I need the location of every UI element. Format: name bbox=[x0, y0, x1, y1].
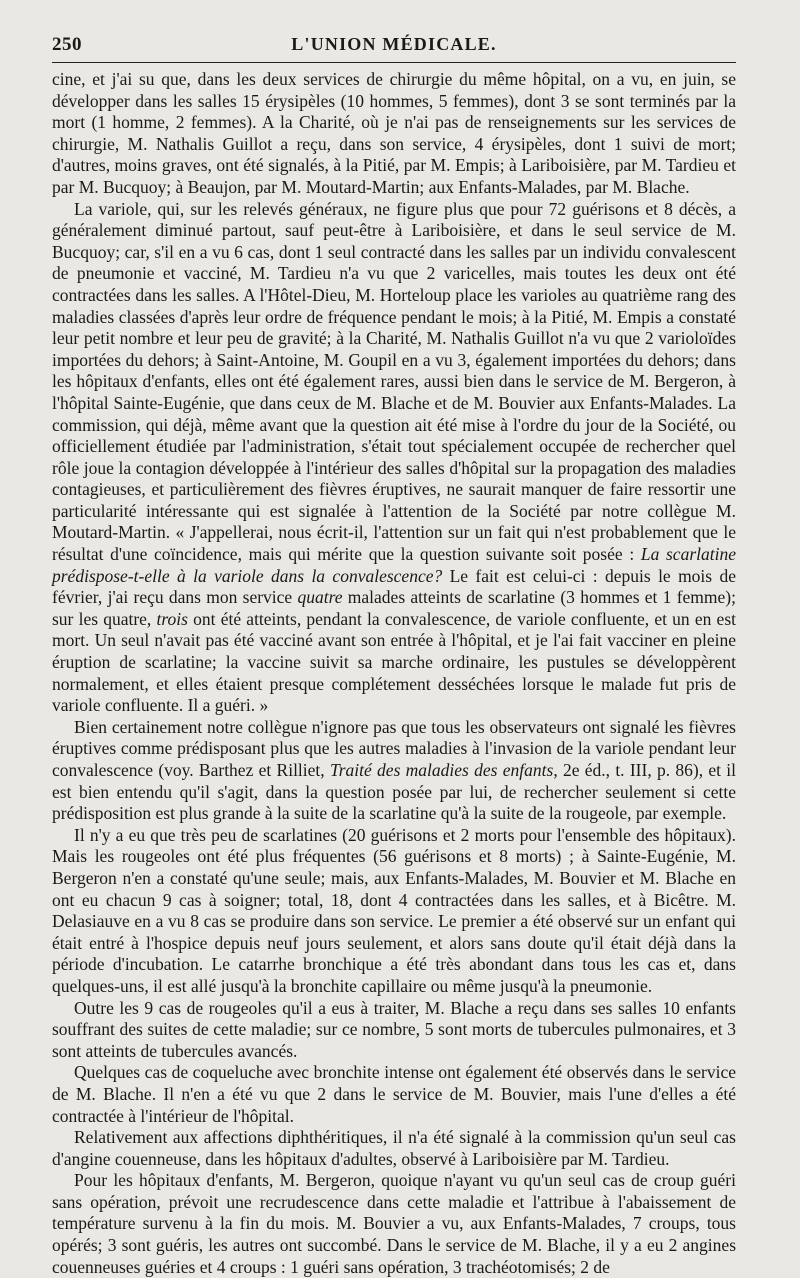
text-run: Il n'y a eu que très peu de scarlatines (20 guérisons et 2 morts pour l'ensemble des hôpitaux). Mais les rougeoles ont été plus fréquentes (56 guérisons et 8 morts) ; à Sainte-Eugénie, M. Bergeron n'en a constaté qu'une seule; mais, aux Enfants-Malades, M. Bouvier et M. Blache en ont eu chacun 9 cas à soigner; total, 18, dont 4 contractées dans les salles, et à Bicêtre. M. Delasiauve en a vu 8 cas se produire dans son service. Le premier a été observé sur un enfant qui était entré à l'hospice depuis neuf jours seulement, et alors sans doute qu'il était déjà dans la période d'incubation. Le catarrhe bronchique a été très abondant dans tous les cas et, dans quelques-uns, il est allé jusqu'à la bronchite capillaire ou même jusqu'à la pneumonie. bbox=[52, 824, 736, 996]
paragraph bbox=[52, 825, 736, 998]
text-run: Relativement aux affections diphthéritiques, il n'a été signalé à la commission qu'un seul cas d'angine couenneuse, dans les hôpitaux d'adultes, observé à Lariboisière par M. Tardieu. bbox=[52, 1127, 736, 1169]
running-title: L'UNION MÉDICALE. bbox=[291, 34, 497, 54]
text-run: Outre les 9 cas de rougeoles qu'il a eus à traiter, M. Blache a reçu dans ses salles 10 enfants souffrant des suites de cette maladie; sur ce nombre, 5 sont morts de tubercules pulmonaires, et 3 sont atteints de tubercules avancés. bbox=[52, 997, 736, 1061]
text-run: La variole, qui, sur les relevés généraux, ne figure plus que pour 72 guérisons et 8 décès, a généralement diminué partout, sauf peut-être à Lariboisière, et dans le seul service de M. Bucquoy; car, s'il en a vu 6 cas, dont 1 seul contracté dans les salles par un individu convalescent de pneumonie et vacciné, M. Tardieu n'a vu que 2 varicelles, mais toutes les deux ont été contractées dans les salles. A l'Hôtel-Dieu, M. Horteloup place les varioles au quatrième rang des maladies classées d'après leur ordre de fréquence pendant le mois; à la Pitié, M. Empis a constaté leur petit nombre et leur peu de gravité; à la Charité, M. Nathalis Guillot n'a vu que 2 varioloïdes importées du dehors; à Saint-Antoine, M. Goupil en a vu 3, également importées du dehors; dans les hôpitaux d'enfants, elles ont été également rares, aussi bien dans le service de M. Bergeron, à l'hôpital Sainte-Eugénie, que dans ceux de M. Blache et de M. Bouvier aux Enfants-Malades. La commission, qui déjà, même avant que la question ait été mise à l'ordre du jour de la Société, ou officiellement étudiée par l'administration, s'était tout spécialement occupée de rechercher quel rôle joue la contagion développée à l'intérieur des salles d'hôpital sur la propagation des maladies contagieuses, et particulièrement des fièvres éruptives, ne saurait manquer de faire ressortir une particularité intéressante qui est signalée à l'attention de la Société par notre collègue M. Moutard-Martin. « J'appellerai, nous écrit-il, l'attention sur un fait qui n'est probablement que le résultat d'une coïncidence, mais qui mérite que la question suivante soit posée : bbox=[52, 198, 736, 565]
italic-text: trois bbox=[156, 608, 188, 629]
paragraph bbox=[52, 1062, 736, 1127]
text-run: cine, et j'ai su que, dans les deux services de chirurgie du même hôpital, on a vu, en juin, se développer dans les salles 15 érysipèles (10 hommes, 5 femmes), dont 3 se sont terminés par la mort (1 homme, 2 femmes). A la Charité, où je n'ai pas de renseignements sur les services de chirurgie, M. Nathalis Guillot a reçu, dans son service, 4 érysipèles, dont 1 suivi de mort; d'autres, moins graves, ont été signalés, à la Pitié, par M. Empis; à Lariboisière, par M. Tardieu et par M. Bucquoy; à Beaujon, par M. Moutard-Martin; aux Enfants-Malades, par M. Blache. bbox=[52, 69, 736, 197]
text-run: Quelques cas de coqueluche avec bronchite intense ont également été observés dans le service de M. Blache. Il n'en a été vu que 2 dans le service de M. Bouvier, mais l'une d'elles a été contractée à l'intérieur de l'hôpital. bbox=[52, 1062, 736, 1126]
text-run: , 2e éd., t. III, p. 86), et il est bien entendu qu'il s'agit, dans la question posée par lui, de rechercher seulement si cette prédisposition est plus grande à la suite de la scarlatine qu'à la suite de la rougeole, par exemple. bbox=[52, 760, 737, 824]
italic-text: La scarlatine prédispose-t-elle à la variole dans la convalescence? bbox=[52, 544, 736, 586]
paragraph bbox=[52, 199, 736, 717]
text-run: Le fait est celui-ci : depuis le mois de février, j'ai reçu dans mon service bbox=[52, 565, 736, 608]
paragraph bbox=[52, 1127, 736, 1170]
article-body bbox=[52, 69, 736, 1278]
paragraph bbox=[52, 69, 736, 199]
paragraph bbox=[52, 998, 736, 1063]
paragraph bbox=[52, 1170, 736, 1278]
text-run: malades atteints de scarlatine (3 hommes et 1 femme); sur les quatre, bbox=[52, 587, 736, 629]
italic-text: Traité des maladies des enfants bbox=[329, 760, 554, 780]
page-number: 250 bbox=[52, 34, 82, 55]
text-run: Bien certainement notre collègue n'ignore pas que tous les observateurs ont signalé les fièvres éruptives comme prédisposant plus que les autres maladies à l'invasion de la variole pendant leur convalescence (voy. Barthez et Rilliet, bbox=[52, 716, 736, 780]
text-run: ont été atteints, pendant la convalescence, de variole confluente, et un en est mort. Un seul n'avait pas été vacciné avant son entrée à l'hôpital, et je l'ai fait vacciner en pleine éruption de scarlatine; la vaccine suivit sa marche ordinaire, les pustules se développèrent normalement, et elles étaient presque complétement desséchées lorsque le malade fut pris de variole confluente. Il a guéri. » bbox=[52, 608, 736, 716]
header-rule bbox=[52, 62, 736, 63]
text-run: Pour les hôpitaux d'enfants, M. Bergeron, quoique n'ayant vu qu'un seul cas de croup guéri sans opération, prévoit une recrudescence dans cette maladie et l'attribue à l'abaissement de température survenu à la fin du mois. M. Bouvier a vu, aux Enfants-Malades, 7 croups, tous opérés; 3 sont guéris, les autres ont succombé. Dans le service de M. Blache, il y a eu 2 angines couenneuses guéries et 4 croups : 1 guéri sans opération, 3 trachéotomisés; 2 de bbox=[52, 1170, 736, 1277]
paragraph bbox=[52, 717, 736, 825]
italic-text: quatre bbox=[297, 587, 343, 608]
page-header bbox=[52, 30, 736, 60]
